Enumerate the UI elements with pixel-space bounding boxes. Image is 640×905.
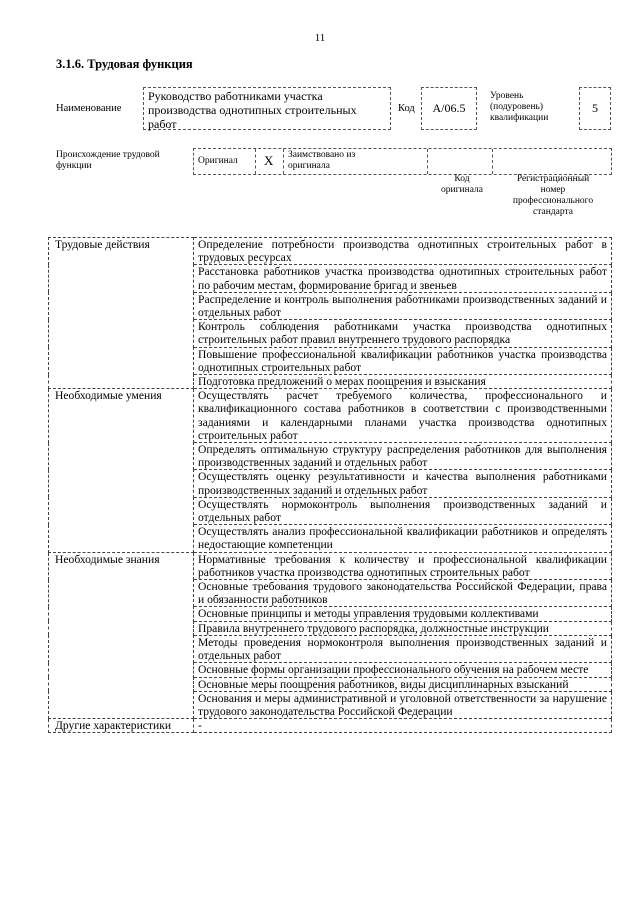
function-code-box xyxy=(421,87,477,130)
section-item: Осуществлять анализ профессиональной квалификации работников и определять недостающие компетенции xyxy=(194,525,612,552)
reg-line-3: профессионального xyxy=(512,196,594,206)
level-label-line-2: (подуровень) xyxy=(490,102,544,112)
reg-line-2: номер xyxy=(540,185,566,195)
section-item: Расстановка работников участка производства однотипных строительных работ по рабочим местам, формирование бригад и звеньев xyxy=(194,265,612,292)
code-original-line-2: оригинала xyxy=(441,185,483,195)
table-row xyxy=(49,552,612,579)
section-item: Распределение и контроль выполнения работниками производственных заданий и отдельных работ xyxy=(194,292,612,319)
borrowed-cell xyxy=(284,149,428,174)
reg-number-cell xyxy=(493,149,611,174)
function-name-box xyxy=(143,87,391,130)
level-label-line-3: квалификации xyxy=(490,113,549,123)
section-item: Осуществлять нормоконтроль выполнения производственных заданий и отдельных работ xyxy=(194,497,612,524)
table-row xyxy=(49,389,612,443)
level-label xyxy=(490,91,548,124)
function-name-value: Руководство работниками участка производства однотипных строительных работ xyxy=(148,89,357,131)
section-item: Определять оптимальную структуру распределения работников для выполнения производственных заданий и отдельных работ xyxy=(194,443,612,470)
section-item: - xyxy=(194,719,612,733)
origin-label-line-2: функции xyxy=(56,161,92,171)
original-cell xyxy=(194,149,256,174)
code-original-cell xyxy=(428,149,493,174)
origin-label-line-1: Происхождение трудовой xyxy=(56,150,160,160)
section-item: Нормативные требования к количеству и профессиональной квалификации работников участка производства однотипных строительных работ xyxy=(194,552,612,579)
function-details-table xyxy=(48,237,612,733)
section-title: Другие характеристики xyxy=(49,719,194,733)
section-title: Необходимые знания xyxy=(49,552,194,718)
borrowed-label xyxy=(288,150,355,172)
original-mark-cell xyxy=(256,149,284,174)
function-code-value: A/06.5 xyxy=(432,101,466,115)
reg-line-1: Регистрационный xyxy=(516,174,590,184)
origin-row xyxy=(193,148,612,175)
origin-label xyxy=(56,150,160,172)
page-number: 11 xyxy=(314,32,326,44)
section-item: Подготовка предложений о мерах поощрения и взыскания xyxy=(194,375,612,389)
code-label: Код xyxy=(398,103,415,114)
borrowed-label-line-1: Заимствовано из xyxy=(288,150,356,160)
section-item: Основания и меры административной и уголовной ответственности за нарушение трудового законодательства Российской Федерации xyxy=(194,691,612,718)
section-item: Методы проведения нормоконтроля выполнения производственных заданий и отдельных работ xyxy=(194,635,612,662)
qualification-level-value: 5 xyxy=(592,101,598,115)
section-item: Повышение профессиональной квалификации работников участка производства однотипных строительных работ xyxy=(194,347,612,374)
section-item: Основные формы организации профессионального обучения на рабочем месте xyxy=(194,663,612,677)
borrowed-label-line-2: оригинала xyxy=(288,161,330,171)
reg-number-caption xyxy=(497,174,609,218)
original-label: Оригинал xyxy=(198,156,238,166)
section-item: Основные требования трудового законодательства Российской Федерации, права и обязанности работников xyxy=(194,580,612,607)
name-label: Наименование xyxy=(56,103,122,114)
section-heading: 3.1.6. Трудовая функция xyxy=(56,57,193,71)
table-row xyxy=(49,719,612,733)
original-mark: X xyxy=(264,153,274,168)
code-original-caption xyxy=(430,174,494,196)
section-item: Основные принципы и методы управления трудовыми коллективами xyxy=(194,607,612,621)
section-title: Необходимые умения xyxy=(49,389,194,552)
level-label-line-1: Уровень xyxy=(490,91,524,101)
section-item: Контроль соблюдения работниками участка производства однотипных строительных работ правил внутреннего трудового распорядка xyxy=(194,320,612,347)
section-item: Определение потребности производства однотипных строительных работ в трудовых ресурсах xyxy=(194,238,612,265)
section-title: Трудовые действия xyxy=(49,238,194,389)
section-item: Основные меры поощрения работников, виды дисциплинарных взысканий xyxy=(194,677,612,691)
section-item: Правила внутреннего трудового распорядка, должностные инструкции xyxy=(194,621,612,635)
section-item: Осуществлять оценку результативности и качества выполнения работниками производственных заданий и отдельных работ xyxy=(194,470,612,497)
qualification-level-box xyxy=(579,87,611,130)
code-original-line-1: Код xyxy=(454,174,470,184)
reg-line-4: стандарта xyxy=(533,207,573,217)
section-item: Осуществлять расчет требуемого количества, профессионального и квалификационного состава работников в соответствии с производственными заданиями и календарными планами участка производства однотипных строительных работ xyxy=(194,389,612,443)
table-row xyxy=(49,238,612,265)
